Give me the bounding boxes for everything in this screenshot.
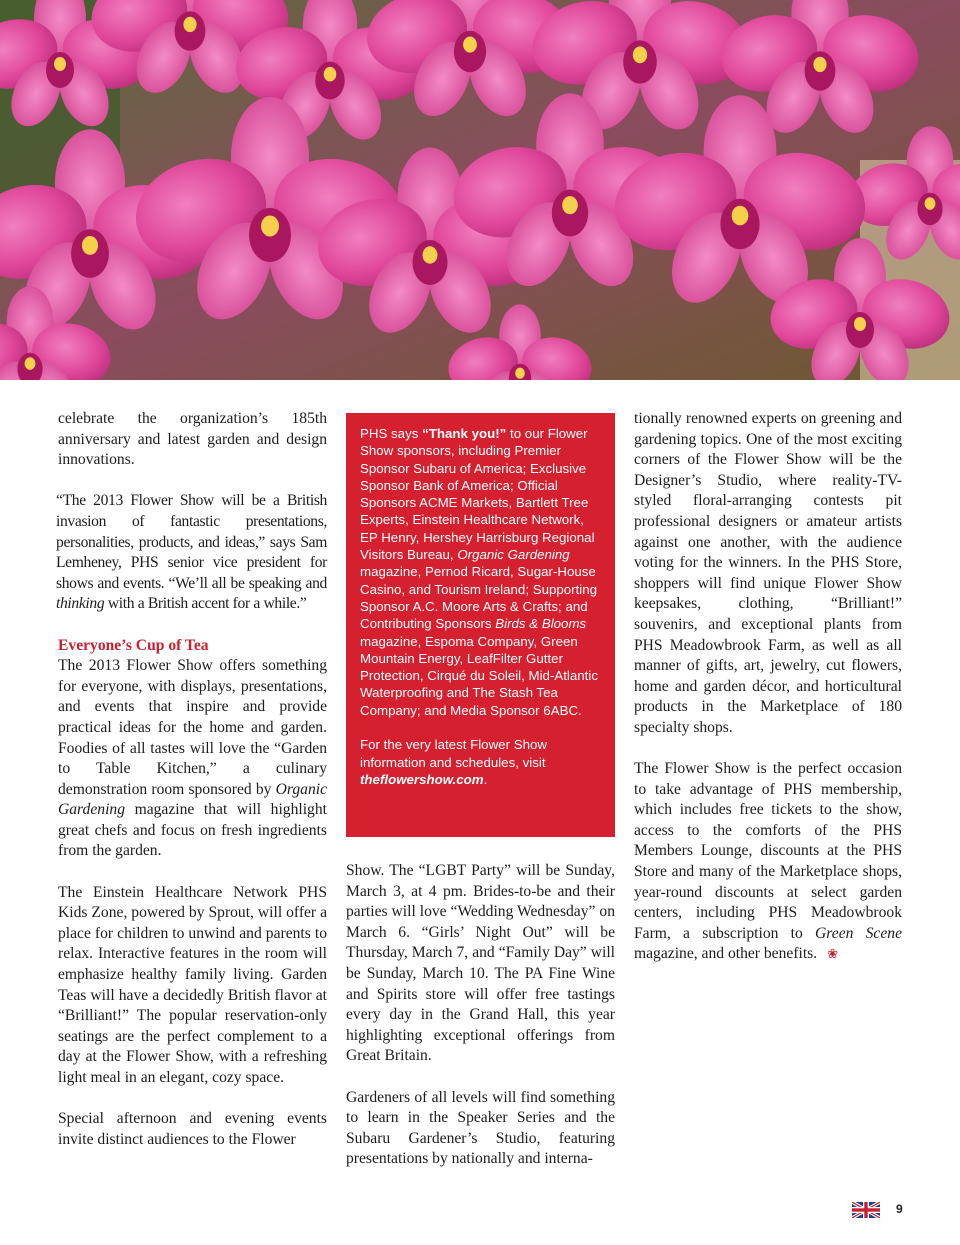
- paragraph: The 2013 Flower Show offers something for everyone, with displays, presentations, and events that inspire and provide practical ideas for the home and garden. Foodies of all tastes will love the “Garden to Table Kitchen,” a culinary demonstration room sponsored by Organic Gardening magazine that will highlight great chefs and focus on fresh ingredients from the garden.: [58, 657, 327, 860]
- paragraph: The Einstein Healthcare Network PHS Kids Zone, powered by Sprout, will offer a place for children to unwind and parents to relax. Interactive features in the room will emphasize healthy family living. Garden Teas will have a decidedly British flavor at “Brilliant!” The popular reservation-only seatings are the perfect complement to a day at the Flower Show, with a refreshing light meal in an elegant, cozy space.: [58, 883, 327, 1086]
- pull-quote-paragraph: “The 2013 Flower Show will be a British invasion of fantastic presentations, personalities, products, and ideas,” says Sam Lemheney, PHS senior vice president for shows and events. “We’ll all be speaking and thinking with a British accent for a while.”: [56, 492, 327, 613]
- article-column-3: [634, 409, 902, 986]
- subheading: Everyone’s Cup of Tea: [58, 636, 209, 654]
- website-link[interactable]: theflowershow.com: [360, 771, 484, 787]
- paragraph: tionally renowned experts on greening and gardening topics. One of the most exciting corners of the Flower Show will be the Designer’s Studio, where reality-TV-styled floral-arranging contests pit professional designers or amateur artists against one another, with the audience voting for the winners. In the PHS Store, shoppers will find unique Flower Show keepsakes, clothing, “Brilliant!” souvenirs, and exceptional plants from PHS Meadowbrook Farm, as well as all manner of gifts, art, jewelry, cut flowers, home and garden décor, and horticultural products in the Marketplace of 180 specialty shops.: [634, 410, 902, 736]
- visit-text: For the very latest Flower Show information and schedules, visit theflowershow.com.: [360, 737, 547, 787]
- page-number: 9: [896, 1202, 903, 1216]
- sponsor-text: PHS says “Thank you!” to our Flower Show sponsors, including Premier Sponsor Subaru of America; Exclusive Sponsor Bank of America; Official Sponsors ACME Markets, Bartlett Tree Experts, Einstein Healthcare Network, EP Henry, Hershey Harrisburg Regional Visitors Bureau, Organic Gardening magazine, Pernod Ricard, Sugar-House Casino, and Tourism Ireland; Supporting Sponsor A.C. Moore Arts & Crafts; and Contributing Sponsors Birds & Blooms magazine, Espoma Company, Green Mountain Energy, LeafFilter Gutter Protection, Cirqué du Soleil, Mid-Atlantic Waterproofing and The Stash Tea Company; and Media Sponsor 6ABC.: [360, 426, 598, 718]
- article-column-2: [346, 861, 615, 1191]
- paragraph: The Flower Show is the perfect occasion to take advantage of PHS membership, which includes free tickets to the show, access to the comforts of the PHS Members Lounge, discounts at the PHS Store and many of the Marketplace shops, year-round discounts at select garden centers, including PHS Meadowbrook Farm, a subscription to Green Scene magazine, and other benefits. ❀: [634, 760, 902, 963]
- paragraph: Special afternoon and evening events invite distinct audiences to the Flower: [58, 1110, 327, 1148]
- article-column-1: [58, 409, 327, 1171]
- orchid-photo: [0, 0, 960, 380]
- page-footer: [852, 1201, 912, 1219]
- paragraph: celebrate the organization’s 185th anniversary and latest garden and design innovations.: [58, 410, 327, 469]
- union-jack-icon: [852, 1202, 880, 1218]
- paragraph: Gardeners of all levels will find something to learn in the Speaker Series and the Subaru Gardener’s Studio, featuring presentations by nationally and interna-: [346, 1088, 615, 1168]
- sponsor-sidebar: [346, 413, 615, 837]
- flower-end-mark-icon: ❀: [827, 946, 839, 962]
- hero-orchid-photo: [0, 0, 960, 380]
- paragraph: Show. The “LGBT Party” will be Sunday, March 3, at 4 pm. Brides-to-be and their parties will love “Wedding Wednesday” on March 6. “Girls’ Night Out” will be Thursday, March 7, and “Family Day” will be Sunday, March 10. The PA Fine Wine and Spirits store will offer free tastings every day in the Grand Hall, this year highlighting exceptional offerings from Great Britain.: [346, 862, 615, 1065]
